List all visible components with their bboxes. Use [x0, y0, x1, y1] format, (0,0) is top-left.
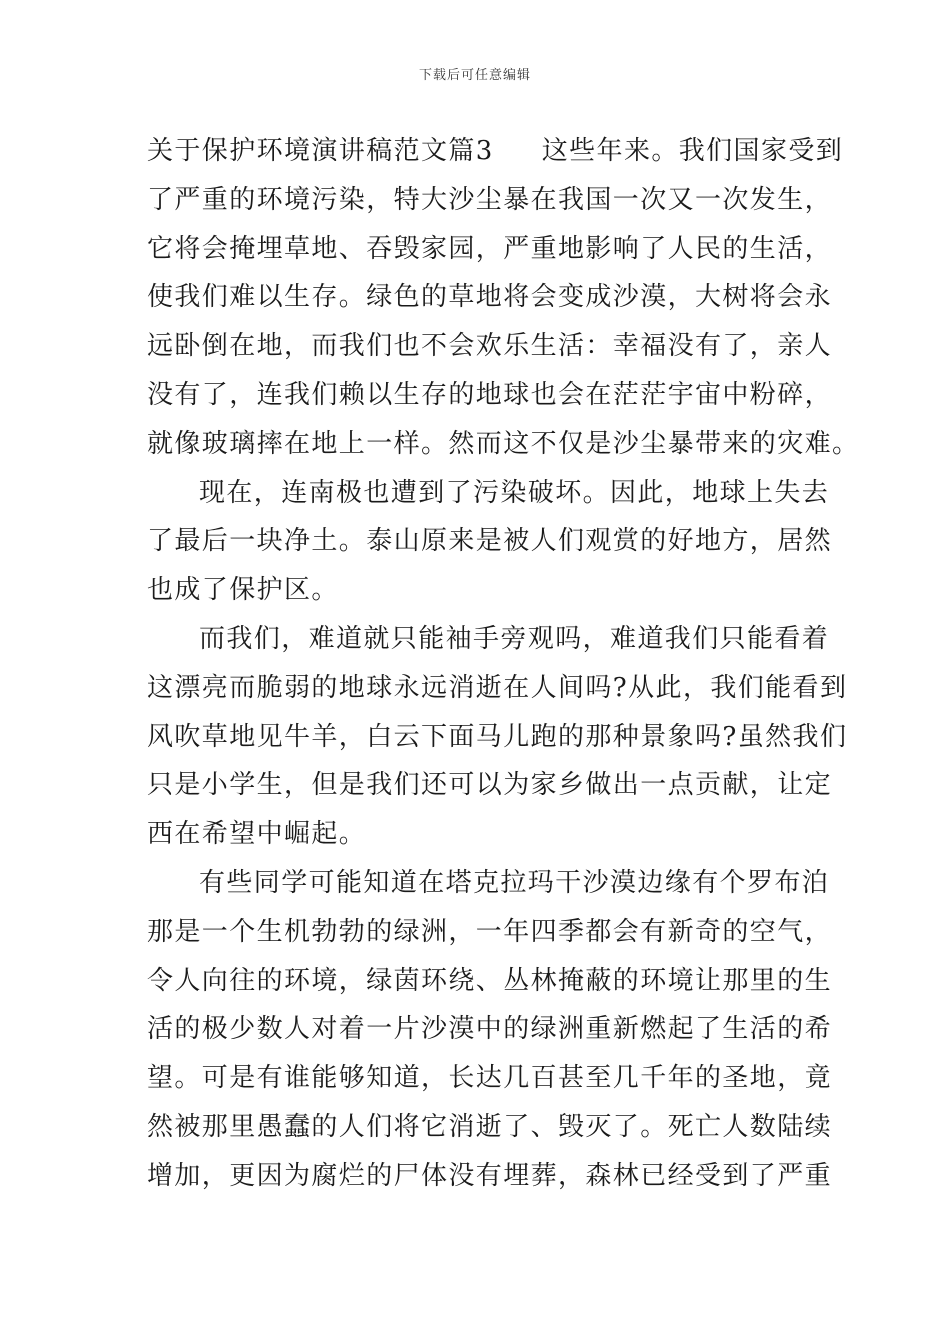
- text-line: 没有了，连我们赖以生存的地球也会在茫茫宇宙中粉碎，: [147, 379, 833, 410]
- document-body: [147, 127, 860, 1201]
- text-line: 这些年来。我们国家受到: [541, 136, 844, 166]
- text-line: 然被那里愚蠢的人们将它消逝了、毁灭了。死亡人数陆续: [147, 1111, 833, 1142]
- text-line: 西在希望中崛起。: [147, 819, 367, 850]
- text-line: 只是小学生，但是我们还可以为家乡做出一点贡献，让定: [147, 770, 833, 801]
- page-header: 下载后可任意编辑: [418, 68, 531, 83]
- text-line: 它将会掩埋草地、吞毁家园，严重地影响了人民的生活，: [147, 233, 833, 264]
- text-line: 活的极少数人对着一片沙漠中的绿洲重新燃起了生活的希: [147, 1014, 833, 1045]
- text-line: 就像玻璃摔在地上一样。然而这不仅是沙尘暴带来的灾难。: [147, 428, 860, 459]
- text-line: 使我们难以生存。绿色的草地将会变成沙漠，大树将会永: [147, 282, 833, 313]
- text-line: 风吹草地见牛羊，白云下面马儿跑的那种景象吗?虽然我们: [147, 721, 848, 752]
- text-line: 也成了保护区。: [147, 575, 339, 606]
- text-line: 那是一个生机勃勃的绿洲，一年四季都会有新奇的空气，: [147, 916, 833, 947]
- title-line: [147, 127, 844, 176]
- text-line: 了最后一块净土。泰山原来是被人们观赏的好地方，居然: [147, 526, 833, 557]
- text-line: 令人向往的环境，绿茵环绕、丛林掩蔽的环境让那里的生: [147, 965, 833, 996]
- text-line: 远卧倒在地，而我们也不会欢乐生活：幸福没有了，亲人: [147, 331, 833, 362]
- document-title: 关于保护环境演讲稿范文篇3: [147, 136, 494, 166]
- paragraph-first-line: 有些同学可能知道在塔克拉玛干沙漠边缘有个罗布泊: [199, 867, 830, 898]
- paragraph-first-line: 现在，连南极也遭到了污染破坏。因此，地球上失去: [199, 477, 830, 508]
- paragraph-first-line: 而我们，难道就只能袖手旁观吗，难道我们只能看着: [199, 623, 830, 654]
- text-line: 望。可是有谁能够知道，长达几百甚至几千年的圣地，竟: [147, 1063, 833, 1094]
- text-line: 增加，更因为腐烂的尸体没有埋葬，森林已经受到了严重: [147, 1160, 833, 1191]
- text-line: 这漂亮而脆弱的地球永远消逝在人间吗?从此，我们能看到: [147, 672, 848, 703]
- text-line: 了严重的环境污染，特大沙尘暴在我国一次又一次发生，: [147, 184, 833, 215]
